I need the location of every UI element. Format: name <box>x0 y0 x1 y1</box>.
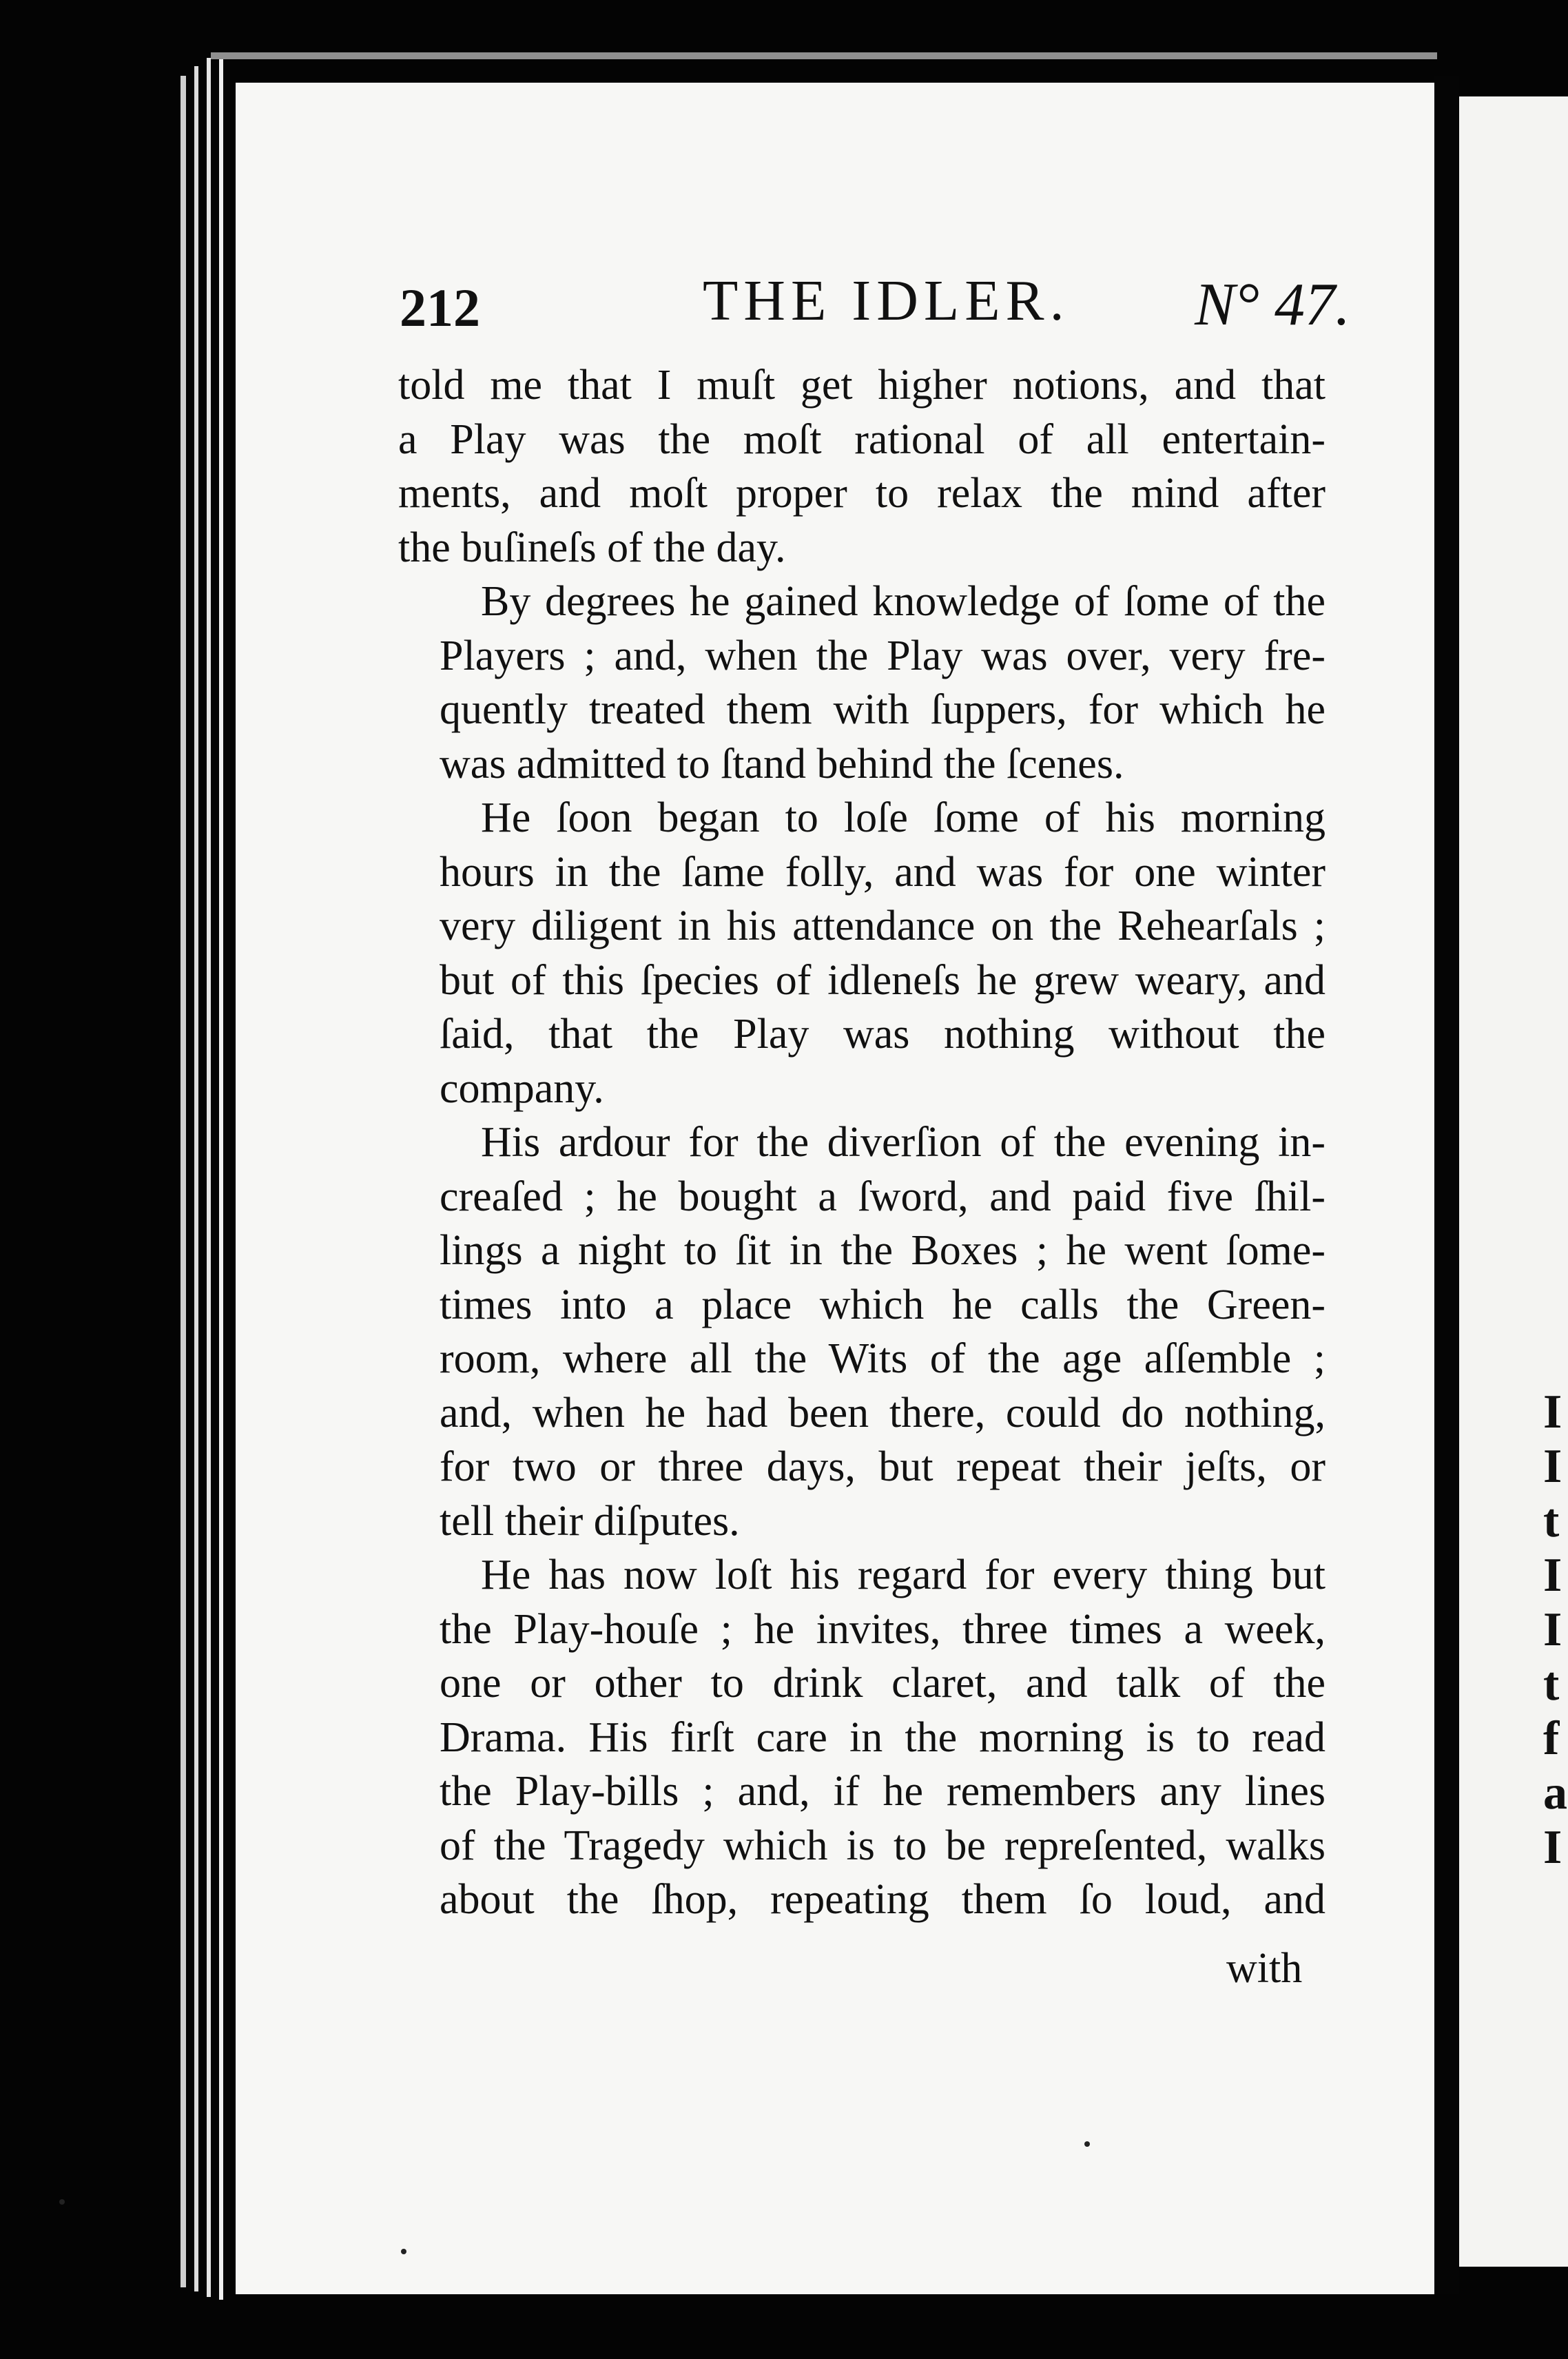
text-line: and, when he had been there, could do nothing, <box>440 1389 1325 1436</box>
page-edge <box>180 76 186 2287</box>
page-edge <box>194 66 198 2291</box>
paragraph <box>398 791 1325 1115</box>
text-line: creaſed ; he bought a ſword, and paid five ſhil- <box>440 1173 1325 1220</box>
text-line: the Play-bills ; and, if he remembers any lines <box>440 1768 1325 1815</box>
text-line: lings a night to ſit in the Boxes ; he went ſome- <box>440 1227 1325 1274</box>
text-line: was admitted to ſtand behind the ſcenes. <box>440 740 1124 787</box>
facing-page-letter: I <box>1543 1821 1562 1874</box>
facing-page-letter: I <box>1543 1440 1562 1493</box>
text-line: room, where all the Wits of the age aſſemble ; <box>440 1335 1325 1382</box>
page-edge <box>207 58 211 2297</box>
facing-page-letter: t <box>1543 1494 1560 1547</box>
book-gutter <box>1434 76 1459 2294</box>
paragraph <box>398 575 1325 791</box>
facing-page-letter: f <box>1543 1712 1560 1765</box>
essay-number: N° 47. <box>1195 271 1350 338</box>
body-text <box>398 358 1325 1927</box>
facing-page-letter: I <box>1543 1549 1562 1602</box>
catchword: with <box>1226 1945 1303 1992</box>
text-line: times into a place which he calls the Green- <box>440 1281 1325 1328</box>
text-line: ments, and moſt proper to relax the mind after <box>398 470 1325 517</box>
text-line: His ardour for the diverſion of the evening in- <box>481 1119 1325 1166</box>
facing-page-letter: t <box>1543 1658 1560 1711</box>
page-edge <box>219 52 223 2300</box>
text-line: He has now loſt his regard for every thing but <box>481 1552 1325 1598</box>
text-line: about the ſhop, repeating them ſo loud, and <box>440 1876 1325 1923</box>
text-line: ſaid, that the Play was nothing without the <box>440 1011 1325 1058</box>
running-title: THE IDLER. <box>703 269 1070 333</box>
page-top-edge <box>211 52 1437 59</box>
ink-speck <box>1084 2141 1090 2147</box>
text-line: but of this ſpecies of idleneſs he grew weary, and <box>440 956 1325 1004</box>
text-line: of the Tragedy which is to be repreſented, walks <box>440 1822 1325 1869</box>
facing-page-letter: I <box>1543 1385 1562 1439</box>
text-line: very diligent in his attendance on the Rehearſals ; <box>440 903 1325 949</box>
facing-page-letter: I <box>1543 1603 1562 1656</box>
text-line: for two or three days, but repeat their jeſts, or <box>440 1443 1325 1490</box>
text-line: one or other to drink claret, and talk of the <box>440 1660 1325 1707</box>
text-line: Drama. His firſt care in the morning is to read <box>440 1713 1325 1761</box>
running-head <box>400 267 1350 343</box>
paragraph <box>398 1548 1325 1927</box>
text-line: the Play-houſe ; he invites, three times a week, <box>440 1605 1325 1653</box>
paragraph <box>398 358 1325 575</box>
facing-page-text-fragments <box>1543 1385 1568 1875</box>
text-line: a Play was the moſt rational of all entertain- <box>398 415 1325 463</box>
facing-page <box>1459 96 1568 2267</box>
text-line: told me that I muſt get higher notions, and that <box>398 362 1325 409</box>
ink-speck <box>59 2199 65 2205</box>
text-line: tell their diſputes. <box>440 1497 740 1545</box>
paragraph <box>398 1115 1325 1548</box>
facing-page-letter: a <box>1543 1766 1567 1820</box>
text-line: quently treated them with ſuppers, for which he <box>440 686 1325 733</box>
text-line: the buſineſs of the day. <box>398 524 786 571</box>
ink-speck <box>401 2249 406 2254</box>
text-line: By degrees he gained knowledge of ſome of the <box>481 578 1325 625</box>
page-number: 212 <box>400 278 480 338</box>
text-line: He ſoon began to loſe ſome of his morning <box>481 794 1325 841</box>
text-line: company. <box>440 1064 604 1112</box>
text-line: hours in the ſame folly, and was for one winter <box>440 848 1325 896</box>
text-line: Players ; and, when the Play was over, very fre- <box>440 632 1325 679</box>
